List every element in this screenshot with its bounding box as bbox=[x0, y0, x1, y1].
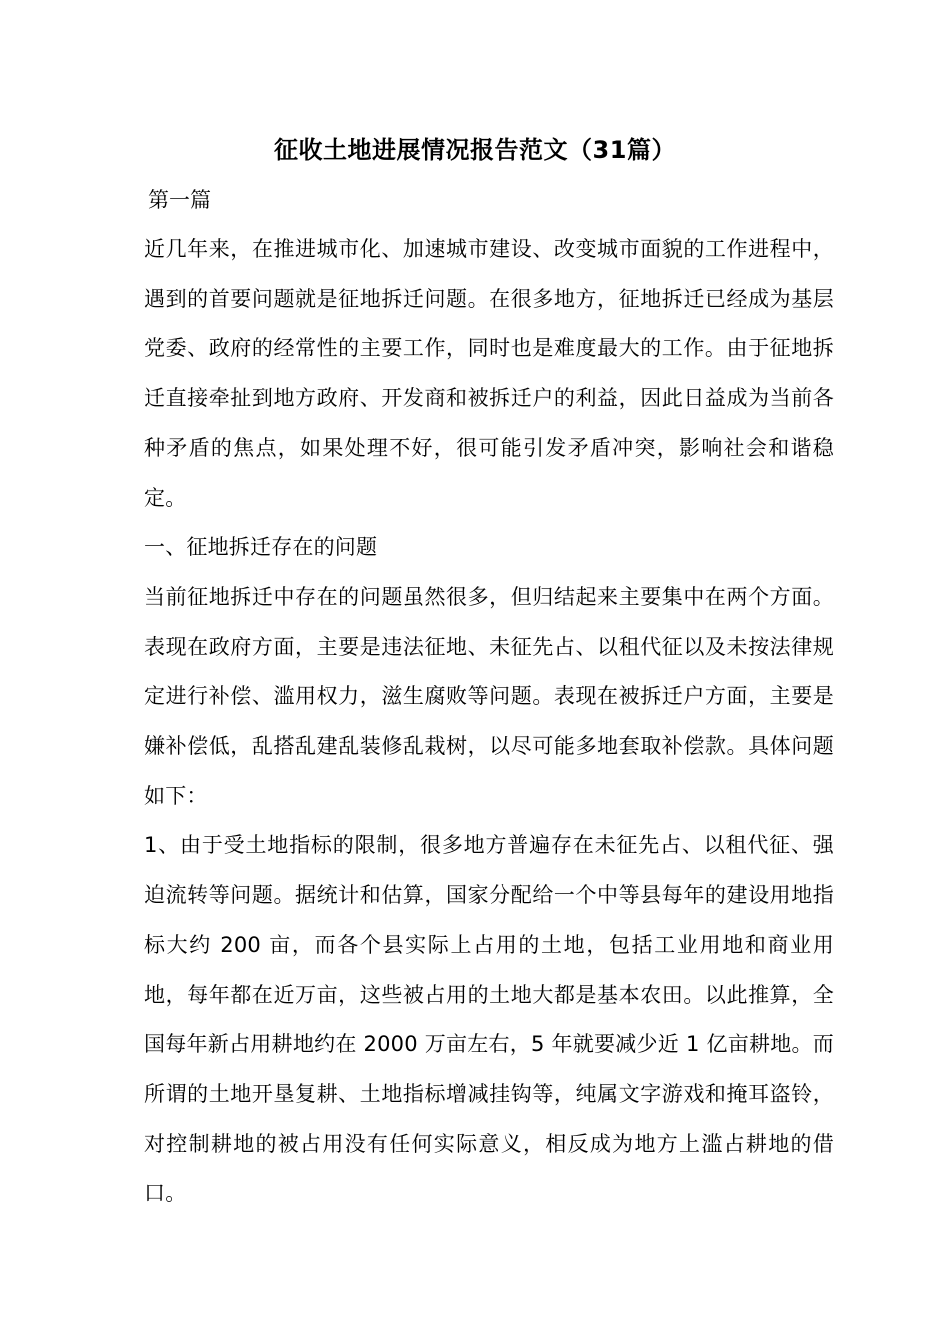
heading-problems: 一、征地拆迁存在的问题 bbox=[144, 535, 378, 560]
document-body bbox=[144, 225, 834, 1219]
paragraph-intro: 近几年来，在推进城市化、加速城市建设、改变城市面貌的工作进程中，遇到的首要问题就是征地拆迁问题。在很多地方，征地拆迁已经成为基层党委、政府的经常性的主要工作，同时也是难度最大的工作。由于征地拆迁直接牵扯到地方政府、开发商和被拆迁户的利益，因此日益成为当前各种矛盾的焦点，如果处理不好，很可能引发矛盾冲突，影响社会和谐稳定。 bbox=[144, 237, 834, 510]
section-label: 第一篇 bbox=[148, 188, 211, 212]
document-title: 征收土地进展情况报告范文（31篇） bbox=[274, 136, 676, 164]
paragraph-problem-1: 1、由于受土地指标的限制，很多地方普遍存在未征先占、以租代征、强迫流转等问题。据统计和估算，国家分配给一个中等县每年的建设用地指标大约 200 亩，而各个县实际上占用的土地，包括工业用地和商业用地，每年都在近万亩，这些被占用的土地大都是基本农田。以此推算，全国每年新占用耕地约在 2000 万亩左右，5 年就要减少近 1 亿亩耕地。而所谓的土地开垦复耕、土地指标增减挂钩等，纯属文字游戏和掩耳盗铃，对控制耕地的被占用没有任何实际意义，相反成为地方上滥占耕地的借口。 bbox=[144, 833, 834, 1206]
paragraph-problems-overview: 当前征地拆迁中存在的问题虽然很多，但归结起来主要集中在两个方面。表现在政府方面，主要是违法征地、未征先占、以租代征以及未按法律规定进行补偿、滥用权力，滋生腐败等问题。表现在被拆迁户方面，主要是嫌补偿低，乱搭乱建乱装修乱栽树，以尽可能多地套取补偿款。具体问题如下： bbox=[144, 584, 834, 808]
